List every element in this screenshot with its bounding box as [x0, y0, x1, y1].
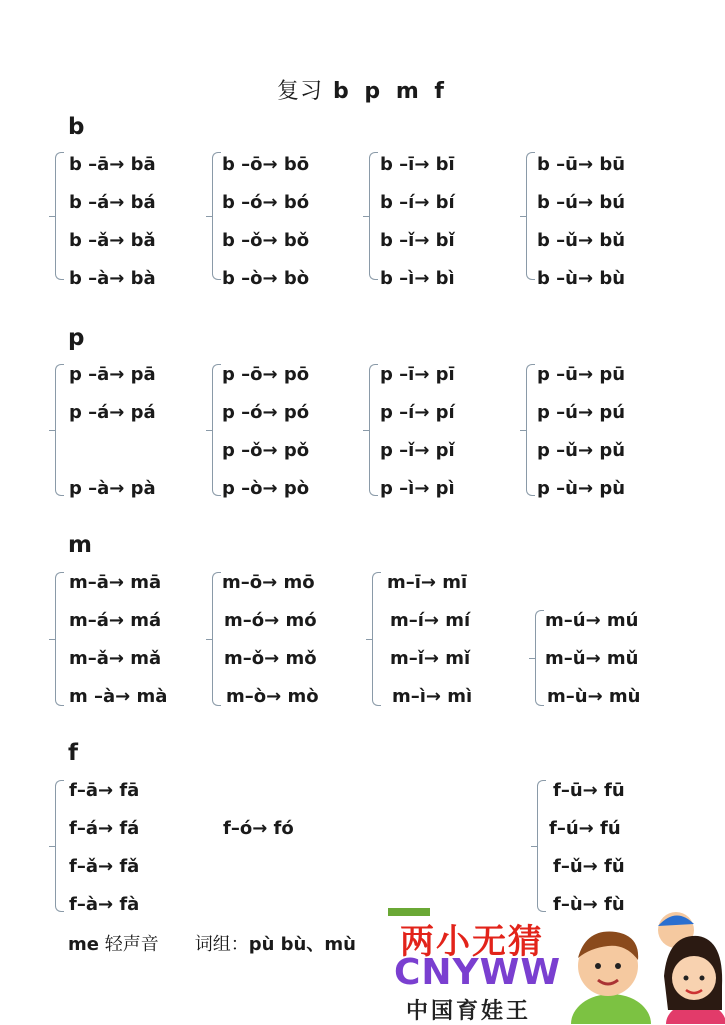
syllable-b-2-2: b –ó→ bó — [222, 192, 310, 213]
brace — [526, 364, 535, 496]
brace — [55, 780, 64, 912]
brace — [369, 364, 378, 496]
brace — [535, 610, 544, 706]
syllable-f-3-2: f–ú→ fú — [549, 818, 621, 839]
footer-me: me — [68, 934, 99, 955]
syllable-b-3-2: b –í→ bí — [380, 192, 455, 213]
brace — [212, 152, 221, 280]
brace — [369, 152, 378, 280]
syllable-m-3-1: m–ī→ mī — [387, 572, 468, 593]
syllable-m-1-1: m–ā→ mā — [69, 572, 162, 593]
footer-line — [68, 930, 356, 956]
brace — [55, 364, 64, 496]
syllable-b-4-1: b –ū→ bū — [537, 154, 626, 175]
syllable-f-2-1: f–ó→ fó — [223, 818, 294, 839]
section-m-heading: m — [68, 532, 92, 558]
syllable-p-4-3: p –ǔ→ pǔ — [537, 440, 626, 461]
brace — [212, 364, 221, 496]
syllable-b-1-3: b –ǎ→ bǎ — [69, 230, 156, 251]
title-cn: 复习 — [277, 79, 324, 104]
syllable-b-2-4: b –ò→ bò — [222, 268, 310, 289]
syllable-p-4-1: p –ū→ pū — [537, 364, 626, 385]
brace — [212, 572, 221, 706]
syllable-f-3-3: f–ǔ→ fǔ — [553, 856, 625, 877]
footer-light-tone: 轻声音 — [104, 934, 159, 955]
syllable-b-4-2: b –ú→ bú — [537, 192, 626, 213]
syllable-f-1-4: f–à→ fà — [69, 894, 140, 915]
watermark-logo — [386, 906, 725, 1024]
syllable-f-1-2: f–á→ fá — [69, 818, 140, 839]
syllable-p-4-2: p –ú→ pú — [537, 402, 626, 423]
syllable-p-2-1: p –ō→ pō — [222, 364, 310, 385]
title-latin: b p m f — [333, 79, 448, 104]
syllable-p-2-2: p –ó→ pó — [222, 402, 310, 423]
syllable-p-2-4: p –ò→ pò — [222, 478, 310, 499]
page-title — [0, 74, 725, 105]
brace — [55, 152, 64, 280]
section-b-heading: b — [68, 114, 85, 140]
syllable-m-2-2: m–ó→ mó — [224, 610, 317, 631]
watermark-line1: 两小无猜 — [400, 922, 544, 962]
syllable-p-3-4: p –ì→ pì — [380, 478, 455, 499]
syllable-m-3-3: m–ǐ→ mǐ — [390, 648, 471, 669]
syllable-f-1-3: f–ǎ→ fǎ — [69, 856, 140, 877]
brace — [55, 572, 64, 706]
syllable-b-3-4: b –ì→ bì — [380, 268, 455, 289]
syllable-b-1-2: b –á→ bá — [69, 192, 156, 213]
syllable-m-2-4: m–ò→ mò — [226, 686, 319, 707]
syllable-m-1-2: m–á→ má — [69, 610, 162, 631]
syllable-p-3-3: p –ǐ→ pǐ — [380, 440, 455, 461]
syllable-p-3-2: p –í→ pí — [380, 402, 455, 423]
watermark-line3: 中国育娃王 — [406, 999, 532, 1024]
syllable-m-2-1: m–ō→ mō — [222, 572, 315, 593]
watermark-line2: CNYWW — [394, 952, 562, 993]
syllable-m-4-1: m–ú→ mú — [545, 610, 639, 631]
syllable-m-2-3: m–ǒ→ mǒ — [224, 648, 317, 669]
syllable-b-1-1: b –ā→ bā — [69, 154, 156, 175]
syllable-m-1-4: m –à→ mà — [69, 686, 168, 707]
section-f-heading: f — [68, 740, 79, 766]
section-p-heading: p — [68, 325, 85, 351]
syllable-p-3-1: p –ī→ pī — [380, 364, 455, 385]
syllable-m-1-3: m–ǎ→ mǎ — [69, 648, 162, 669]
syllable-m-4-2: m–ǔ→ mǔ — [545, 648, 639, 669]
syllable-p-1-1: p –ā→ pā — [69, 364, 156, 385]
syllable-p-1-2: p –á→ pá — [69, 402, 156, 423]
syllable-b-4-3: b –ǔ→ bǔ — [537, 230, 626, 251]
syllable-m-4-3: m–ù→ mù — [547, 686, 641, 707]
brace — [537, 780, 546, 912]
brace — [372, 572, 381, 706]
syllable-b-2-3: b –ǒ→ bǒ — [222, 230, 310, 251]
syllable-p-4-4: p –ù→ pù — [537, 478, 626, 499]
footer-phrase-label: 词组： — [194, 934, 249, 955]
syllable-m-3-2: m–í→ mí — [390, 610, 471, 631]
syllable-p-1-3: p –à→ pà — [69, 478, 156, 499]
syllable-b-2-1: b –ō→ bō — [222, 154, 310, 175]
syllable-b-3-1: b –ī→ bī — [380, 154, 455, 175]
brace — [526, 152, 535, 280]
syllable-f-3-4: f–ù→ fù — [553, 894, 625, 915]
cartoon-kids-illustration — [556, 906, 725, 1024]
syllable-b-4-4: b –ù→ bù — [537, 268, 626, 289]
syllable-b-1-4: b –à→ bà — [69, 268, 156, 289]
syllable-f-1-1: f–ā→ fā — [69, 780, 140, 801]
syllable-b-3-3: b –ǐ→ bǐ — [380, 230, 455, 251]
syllable-p-2-3: p –ǒ→ pǒ — [222, 440, 310, 461]
footer-phrases: pù bù、mù — [248, 934, 356, 955]
syllable-m-3-4: m–ì→ mì — [392, 686, 473, 707]
syllable-f-3-1: f–ū→ fū — [553, 780, 625, 801]
